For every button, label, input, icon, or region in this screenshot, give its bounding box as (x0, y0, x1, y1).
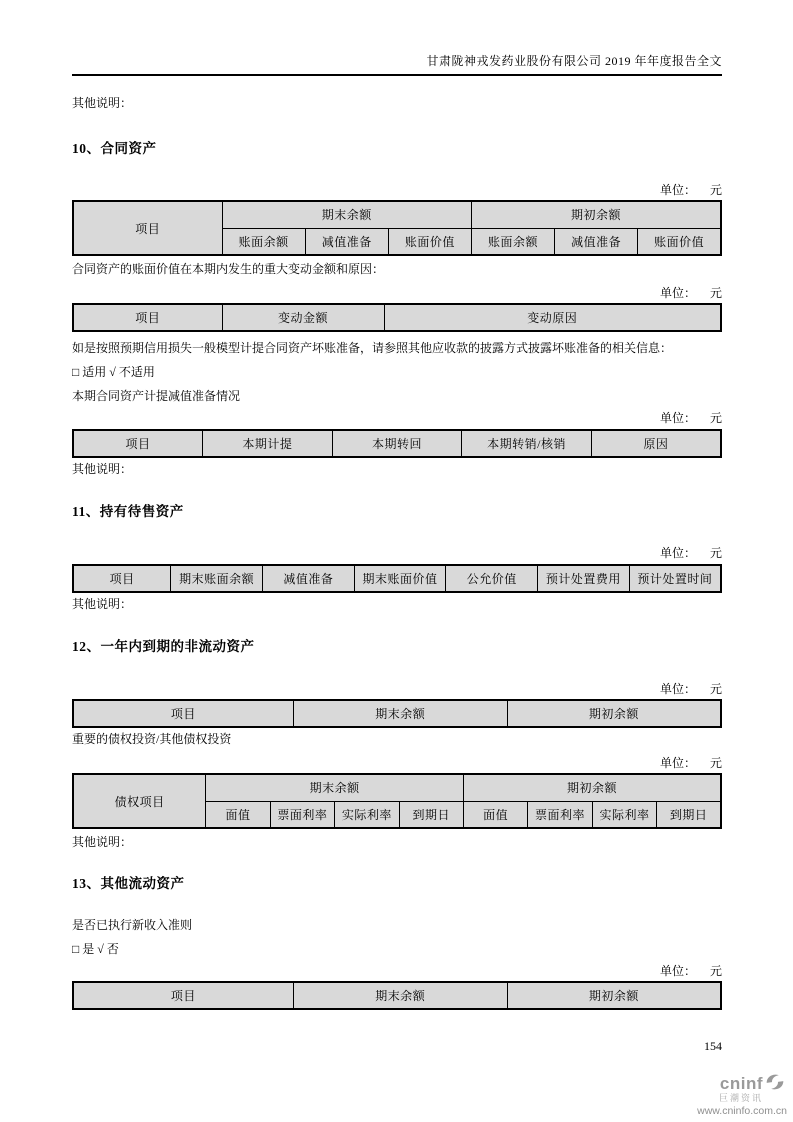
header-cell: 公允价值 (446, 565, 538, 592)
unit-label: 单位： (659, 546, 696, 560)
unit-line (72, 681, 722, 697)
header-cell-item: 项目 (73, 201, 222, 255)
debt-investment-table (72, 773, 722, 829)
header-cell: 本期转回 (332, 430, 462, 457)
other-notes-label: 其他说明： (72, 835, 133, 849)
header-cell: 减值准备 (263, 565, 355, 592)
header-cell: 期末账面价值 (354, 565, 446, 592)
header-cell: 项目 (73, 304, 222, 331)
header-cell: 本期转销/核销 (462, 430, 592, 457)
cninfo-swirl-icon (765, 1072, 785, 1092)
section-11-heading: 11、持有待售资产 (72, 504, 184, 519)
header-cell-beginning-balance: 期初余额 (463, 774, 721, 801)
header-cell: 原因 (591, 430, 721, 457)
header-cell: 面值 (206, 801, 270, 828)
header-cell: 账面余额 (471, 228, 554, 255)
header-cell: 期初余额 (507, 982, 721, 1009)
held-for-sale-table (72, 564, 722, 593)
unit-label: 单位： (659, 411, 696, 425)
contract-assets-change-table (72, 303, 722, 332)
unit-value: 元 (709, 756, 722, 770)
cninfo-logo-chinese: 巨潮资讯 (718, 1093, 763, 1103)
header-cell: 减值准备 (305, 228, 388, 255)
cninfo-logo-word: cninf (719, 1074, 763, 1093)
header-cell: 变动金额 (222, 304, 384, 331)
header-cell: 到期日 (657, 801, 721, 828)
report-header-title: 甘肃陇神戎发药业股份有限公司 2019 年年度报告全文 (72, 53, 722, 76)
unit-label: 单位： (659, 964, 696, 978)
unit-line (72, 410, 722, 426)
unit-value: 元 (709, 964, 722, 978)
header-cell: 到期日 (399, 801, 463, 828)
applicable-checkbox-line: □ 适用 √ 不适用 (72, 365, 155, 379)
unit-value: 元 (709, 286, 722, 300)
other-notes-label: 其他说明： (72, 462, 133, 476)
unit-label: 单位： (659, 682, 696, 696)
header-cell: 票面利率 (528, 801, 592, 828)
header-cell: 实际利率 (592, 801, 656, 828)
debt-investment-note-line: 重要的债权投资/其他债权投资 (72, 732, 232, 746)
noncurrent-due-table (72, 699, 722, 728)
header-cell: 项目 (73, 982, 293, 1009)
unit-line (72, 285, 722, 301)
cninfo-logo-url: www.cninfo.com.cn (697, 1105, 787, 1117)
header-cell: 期末账面余额 (171, 565, 263, 592)
section-13-heading: 13、其他流动资产 (72, 876, 185, 891)
header-cell: 项目 (73, 565, 171, 592)
change-note-line: 合同资产的账面价值在本期内发生的重大变动金额和原因： (72, 262, 385, 276)
unit-label: 单位： (659, 183, 696, 197)
yes-no-checkbox-line: □ 是 √ 否 (72, 942, 119, 956)
contract-assets-balance-table (72, 200, 722, 256)
unit-label: 单位： (659, 756, 696, 770)
header-cell: 期末余额 (293, 700, 507, 727)
header-cell-debt-item: 债权项目 (73, 774, 206, 828)
header-cell: 项目 (73, 430, 203, 457)
header-cell: 预计处置费用 (538, 565, 630, 592)
header-cell: 面值 (463, 801, 527, 828)
section-12-heading: 12、一年内到期的非流动资产 (72, 639, 255, 654)
header-cell: 账面价值 (638, 228, 721, 255)
section-10-heading: 10、合同资产 (72, 141, 157, 156)
revenue-standard-question-line: 是否已执行新收入准则 (72, 918, 193, 932)
other-notes-label: 其他说明： (72, 597, 133, 611)
header-cell: 账面价值 (388, 228, 471, 255)
header-cell: 票面利率 (270, 801, 334, 828)
header-cell: 预计处置时间 (629, 565, 721, 592)
unit-line (72, 182, 722, 198)
unit-line (72, 755, 722, 771)
unit-value: 元 (709, 183, 722, 197)
header-cell: 账面余额 (222, 228, 305, 255)
unit-line (72, 545, 722, 561)
header-cell: 项目 (73, 700, 293, 727)
unit-line (72, 963, 722, 979)
credit-loss-note-line: 如是按照预期信用损失一般模型计提合同资产坏账准备，请参照其他应收款的披露方式披露坏账准备的相关信息： (72, 341, 673, 355)
header-cell: 实际利率 (335, 801, 399, 828)
other-notes-label: 其他说明： (72, 96, 133, 110)
unit-value: 元 (709, 682, 722, 696)
header-cell: 变动原因 (384, 304, 721, 331)
unit-value: 元 (709, 546, 722, 560)
header-cell: 减值准备 (555, 228, 638, 255)
header-cell: 期初余额 (507, 700, 721, 727)
header-cell: 本期计提 (203, 430, 333, 457)
impairment-provision-table (72, 429, 722, 458)
unit-value: 元 (709, 411, 722, 425)
page-number: 154 (704, 1039, 722, 1053)
header-cell: 期末余额 (293, 982, 507, 1009)
header-cell-ending-balance: 期末余额 (206, 774, 464, 801)
header-cell-beginning-balance: 期初余额 (471, 201, 721, 228)
other-current-assets-table (72, 981, 722, 1010)
impairment-note-line: 本期合同资产计提减值准备情况 (72, 389, 241, 403)
header-cell-ending-balance: 期末余额 (222, 201, 471, 228)
cninfo-logo (667, 1072, 787, 1117)
unit-label: 单位： (659, 286, 696, 300)
